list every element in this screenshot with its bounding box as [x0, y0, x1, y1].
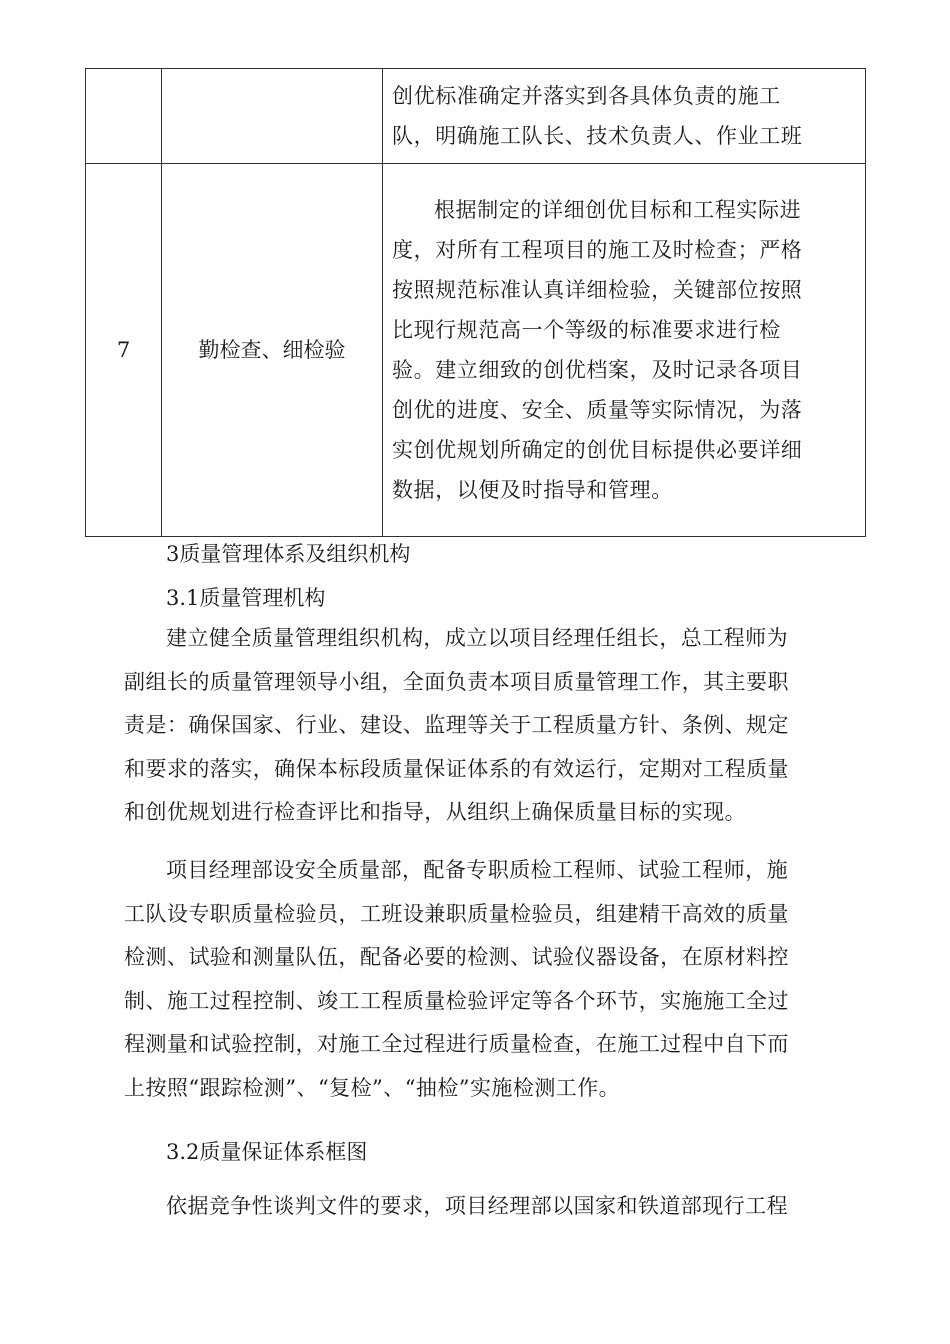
- paragraph-line: 工队设专职质量检验员，工班设兼职质量检验员，组建精干高效的质量: [124, 901, 789, 926]
- paragraph-line: 检测、试验和测量队伍，配备必要的检测、试验仪器设备，在原材料控: [124, 945, 789, 969]
- row-content-cell: [383, 69, 866, 164]
- paragraph-line: 项目经理部设安全质量部，配备专职质检工程师、试验工程师，施: [166, 858, 789, 882]
- paragraph-line: 责是：确保国家、行业、建设、监理等关于工程质量方针、条例、规定: [124, 713, 789, 737]
- paragraph-line: 副组长的质量管理领导小组，全面负责本项目质量管理工作，其主要职: [124, 669, 789, 694]
- content-line: 按照规范标准认真详细检验，关键部位按照: [392, 278, 803, 302]
- row-number-cell: 7: [86, 164, 162, 537]
- table-row: [86, 164, 866, 537]
- content-line: 数据，以便及时指导和管理。: [392, 478, 673, 502]
- content-line: 验。建立细致的创优档案，及时记录各项目: [392, 358, 803, 382]
- content-line: 队，明确施工队长、技术负责人、作业工班: [392, 124, 803, 148]
- row-number-cell: [86, 69, 162, 164]
- row-content-cell: [383, 164, 866, 537]
- row-item-cell: 勤检查、细检验: [162, 164, 383, 537]
- paragraph-line: 和要求的落实，确保本标段质量保证体系的有效运行，定期对工程质量: [124, 756, 789, 781]
- quality-plan-table: [85, 68, 866, 537]
- paragraph-quality-department: [124, 849, 858, 1110]
- paragraph-line: 制、施工过程控制、竣工工程质量检验评定等各个环节，实施施工全过: [124, 988, 789, 1013]
- subsection-heading: 3.1质量管理机构: [166, 586, 326, 610]
- subsection-heading: 3.2质量保证体系框图: [166, 1140, 368, 1164]
- content-line: 度，对所有工程项目的施工及时检查；严格: [392, 238, 803, 262]
- paragraph-line: 依据竞争性谈判文件的要求，项目经理部以国家和铁道部现行工程: [166, 1194, 789, 1218]
- section-heading: 3质量管理体系及组织机构: [166, 542, 411, 566]
- content-line: 比现行规范高一个等级的标准要求进行检: [392, 318, 781, 342]
- content-line: 实创优规划所确定的创优目标提供必要详细: [392, 438, 803, 462]
- content-line: 根据制定的详细创优目标和工程实际进: [434, 198, 802, 222]
- paragraph-quality-organization: [124, 617, 858, 835]
- row-item-cell: [162, 69, 383, 164]
- content-line: 创优的进度、安全、质量等实际情况，为落: [392, 398, 803, 422]
- paragraph-line: 和创优规划进行检查评比和指导，从组织上确保质量目标的实现。: [124, 800, 747, 824]
- content-line: 创优标准确定并落实到各具体负责的施工: [392, 84, 781, 108]
- paragraph-line: 上按照“跟踪检测”、“复检”、“抽检”实施检测工作。: [124, 1075, 621, 1100]
- paragraph-quality-assurance: [124, 1185, 858, 1229]
- paragraph-line: 程测量和试验控制，对施工全过程进行质量检查，在施工过程中自下而: [124, 1032, 789, 1056]
- table-row: [86, 69, 866, 164]
- paragraph-line: 建立健全质量管理组织机构，成立以项目经理任组长，总工程师为: [166, 626, 789, 650]
